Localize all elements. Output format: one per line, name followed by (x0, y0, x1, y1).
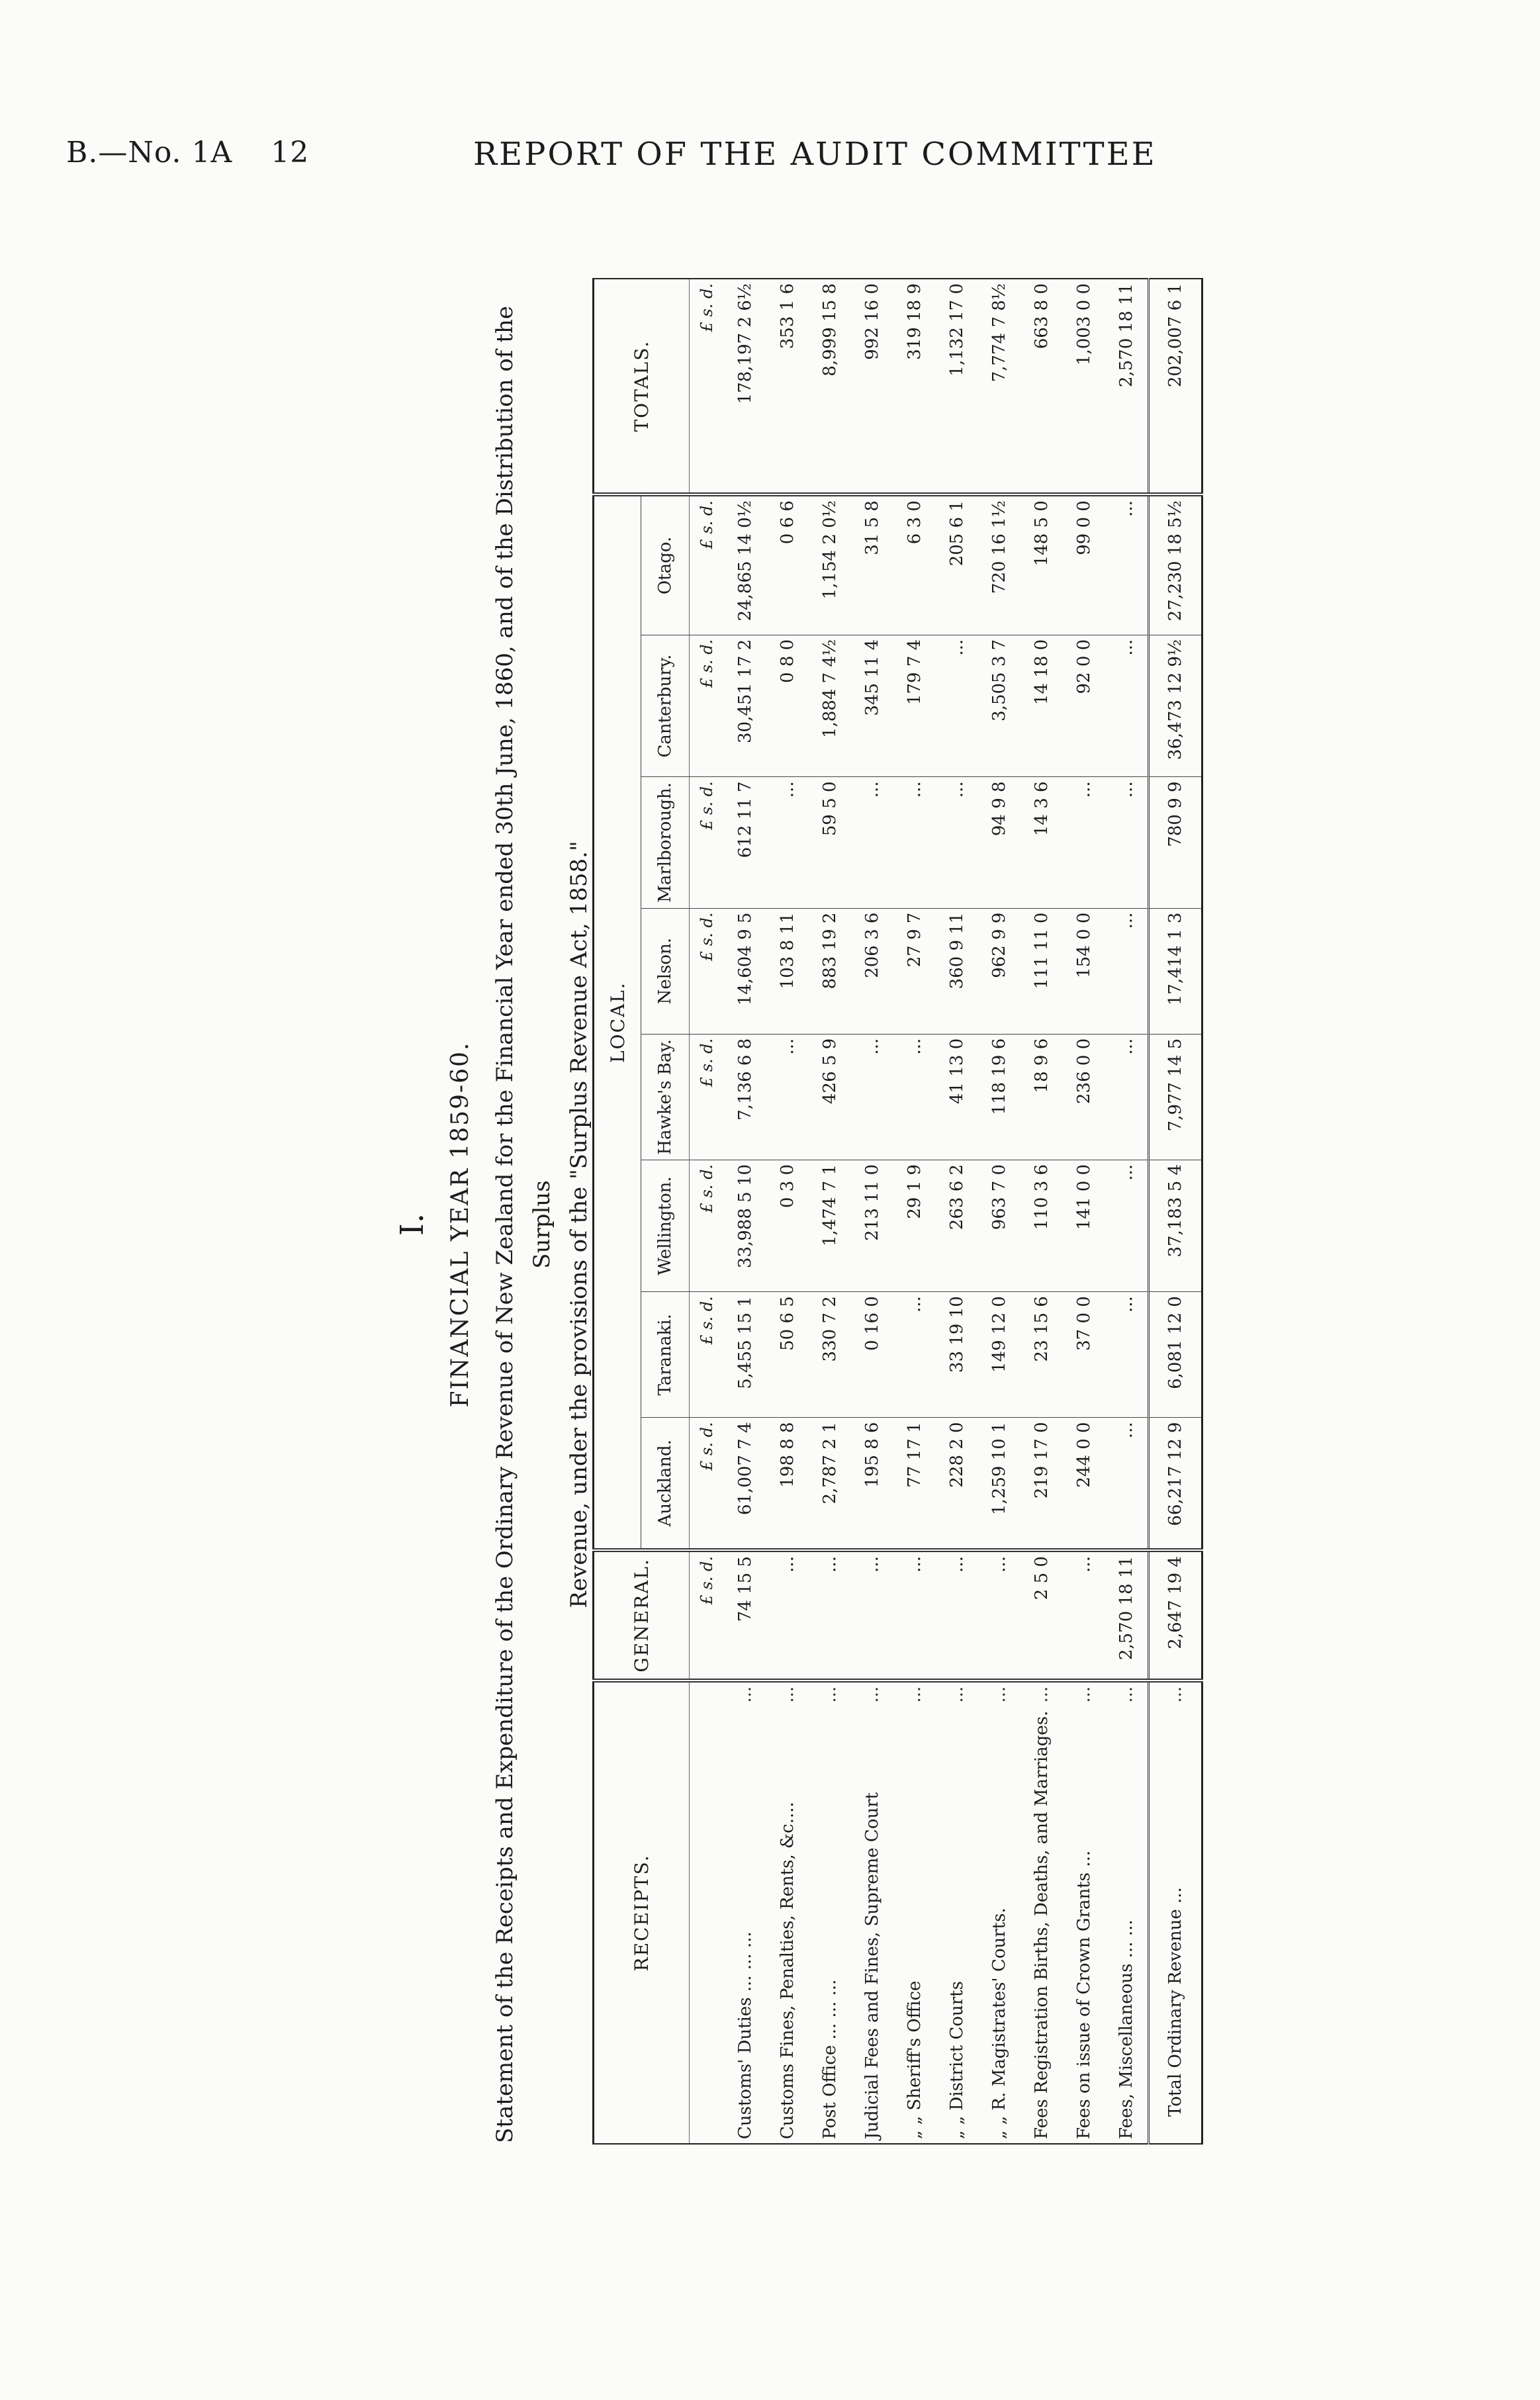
cell-canterbury: ... (1105, 635, 1149, 777)
province-header: Hawke's Bay. (641, 1034, 690, 1160)
cell-hawkes-bay: ... (766, 1034, 809, 1160)
document-reference: B.—No. 1A (66, 136, 233, 169)
cell-nelson: 103 8 11 (766, 908, 809, 1034)
cell-otago: 31 5 8 (851, 494, 893, 635)
cell-hawkes-bay: 118 19 6 (978, 1034, 1020, 1160)
unit-label: £ s. d. (690, 1418, 725, 1550)
cell-totals: 2,570 18 11 (1105, 279, 1149, 494)
unit-label: £ s. d. (690, 1550, 725, 1681)
cell-canterbury: 92 0 0 (1063, 635, 1105, 777)
cell-hawkes-bay: 41 13 0 (936, 1034, 978, 1160)
cell-wellington: 0 3 0 (766, 1160, 809, 1291)
cell-marlborough: 612 11 7 (724, 777, 766, 908)
cell-auckland: 195 8 6 (851, 1418, 893, 1550)
table-row (1063, 279, 1105, 2144)
cell-hawkes-bay: 18 9 6 (1020, 1034, 1063, 1160)
cell-hawkes-bay: 7,136 6 8 (724, 1034, 766, 1160)
cell-marlborough: ... (851, 777, 893, 908)
province-header: Wellington. (641, 1160, 690, 1291)
cell-otago: 148 5 0 (1020, 494, 1063, 635)
cell-canterbury: 3,505 3 7 (978, 635, 1020, 777)
cell-general: ... (809, 1550, 851, 1681)
cell-taranaki: 6,081 12 0 (1149, 1292, 1202, 1418)
cell-canterbury: 14 18 0 (1020, 635, 1063, 777)
cell-taranaki: 33 19 10 (936, 1292, 978, 1418)
row-leader: ... (1149, 1681, 1202, 1707)
cell-auckland: 61,007 7 4 (724, 1418, 766, 1550)
cell-canterbury: 0 8 0 (766, 635, 809, 777)
row-label: „ „ Sheriff's Office (905, 1980, 925, 2139)
row-leader: ... (989, 1686, 1009, 1703)
page-number: 12 (271, 136, 310, 169)
table-row (724, 279, 766, 2144)
table-row (1020, 279, 1063, 2144)
cell-nelson: 360 9 11 (936, 908, 978, 1034)
cell-taranaki: 5,455 15 1 (724, 1292, 766, 1418)
unit-label: £ s. d. (690, 279, 725, 494)
cell-otago: ... (1105, 494, 1149, 635)
cell-taranaki: 50 6 5 (766, 1292, 809, 1418)
cell-general: ... (766, 1550, 809, 1681)
province-header: Marlborough. (641, 777, 690, 908)
cell-taranaki: 149 12 0 (978, 1292, 1020, 1418)
cell-otago: 1,154 2 0½ (809, 494, 851, 635)
cell-marlborough: 780 9 9 (1149, 777, 1202, 908)
cell-canterbury: 30,451 17 2 (724, 635, 766, 777)
cell-otago: 0 6 6 (766, 494, 809, 635)
cell-taranaki: 330 7 2 (809, 1292, 851, 1418)
row-leader: ... (735, 1686, 755, 1703)
cell-otago: 24,865 14 0½ (724, 494, 766, 635)
unit-label: £ s. d. (690, 777, 725, 908)
header-reference (66, 136, 309, 169)
cell-taranaki: ... (893, 1292, 936, 1418)
table-row (766, 279, 809, 2144)
cell-general: 2,570 18 11 (1105, 1550, 1149, 1681)
cell-auckland: ... (1105, 1418, 1149, 1550)
row-label: „ „ District Courts (947, 1981, 967, 2139)
cell-marlborough: ... (1105, 777, 1149, 908)
cell-auckland: 1,259 10 1 (978, 1418, 1020, 1550)
row-label: Fees Registration Births, Deaths, and Marriages. (1032, 1710, 1052, 2139)
cell-otago: 205 6 1 (936, 494, 978, 635)
cell-auckland: 2,787 2 1 (809, 1418, 851, 1550)
cell-general: ... (893, 1550, 936, 1681)
cell-nelson: 17,414 1 3 (1149, 908, 1202, 1034)
section-title: FINANCIAL YEAR 1859-60. (447, 1041, 474, 1408)
unit-label: £ s. d. (690, 1160, 725, 1291)
cell-marlborough: ... (1063, 777, 1105, 908)
cell-marlborough: ... (766, 777, 809, 908)
cell-totals: 202,007 6 1 (1149, 279, 1202, 494)
receipts-body (724, 279, 1149, 2144)
total-row (1149, 279, 1202, 2144)
cell-taranaki: 23 15 6 (1020, 1292, 1063, 1418)
cell-hawkes-bay: 7,977 14 5 (1149, 1034, 1202, 1160)
row-label: Fees on issue of Crown Grants ... (1074, 1850, 1094, 2139)
cell-totals: 663 8 0 (1020, 279, 1063, 494)
cell-otago: 99 0 0 (1063, 494, 1105, 635)
cell-wellington: 141 0 0 (1063, 1160, 1105, 1291)
table-row (893, 279, 936, 2144)
rotated-statement (381, 265, 1254, 2184)
row-leader: ... (820, 1686, 840, 1703)
cell-nelson: ... (1105, 908, 1149, 1034)
cell-marlborough: ... (936, 777, 978, 908)
cell-general: 2 5 0 (1020, 1550, 1063, 1681)
row-label: Customs Fines, Penalties, Rents, &c.... (778, 1802, 797, 2139)
cell-wellington: 33,988 5 10 (724, 1160, 766, 1291)
cell-wellington: 263 6 2 (936, 1160, 978, 1291)
cell-totals: 8,999 15 8 (809, 279, 851, 494)
cell-nelson: 14,604 9 5 (724, 908, 766, 1034)
cell-totals: 7,774 7 8½ (978, 279, 1020, 494)
cell-totals: 353 1 6 (766, 279, 809, 494)
row-label: „ „ R. Magistrates' Courts. (989, 1908, 1009, 2139)
row-label: Judicial Fees and Fines, Supreme Court (862, 1792, 882, 2139)
running-title: REPORT OF THE AUDIT COMMITTEE (473, 136, 1157, 173)
unit-label: £ s. d. (690, 494, 725, 635)
cell-auckland: 244 0 0 (1063, 1418, 1105, 1550)
row-label: Post Office ... ... ... (820, 1979, 840, 2139)
cell-general: 74 15 5 (724, 1550, 766, 1681)
cell-general: ... (978, 1550, 1020, 1681)
cell-marlborough: 59 5 0 (809, 777, 851, 908)
cell-hawkes-bay: ... (893, 1034, 936, 1160)
row-leader: ... (1074, 1686, 1094, 1703)
unit-label: £ s. d. (690, 908, 725, 1034)
row-leader: ... (1032, 1686, 1052, 1703)
cell-nelson: 962 9 9 (978, 908, 1020, 1034)
cell-canterbury: 345 11 4 (851, 635, 893, 777)
table-row (978, 279, 1020, 2144)
cell-auckland: 77 17 1 (893, 1418, 936, 1550)
row-label: Total Ordinary Revenue ... (1149, 1707, 1202, 2144)
cell-auckland: 219 17 0 (1020, 1418, 1063, 1550)
unit-label: £ s. d. (690, 1292, 725, 1418)
cell-auckland: 198 8 8 (766, 1418, 809, 1550)
cell-wellington: 29 1 9 (893, 1160, 936, 1291)
cell-canterbury: 1,884 7 4½ (809, 635, 851, 777)
cell-marlborough: ... (893, 777, 936, 908)
cell-general: ... (851, 1550, 893, 1681)
local-header: LOCAL. (594, 494, 641, 1550)
cell-otago: 6 3 0 (893, 494, 936, 635)
cell-wellington: ... (1105, 1160, 1149, 1291)
cell-auckland: 66,217 12 9 (1149, 1418, 1202, 1550)
cell-otago: 27,230 18 5½ (1149, 494, 1202, 635)
cell-totals: 1,132 17 0 (936, 279, 978, 494)
totals-header: TOTALS. (594, 279, 690, 494)
table-row (936, 279, 978, 2144)
row-leader: ... (862, 1686, 882, 1703)
cell-marlborough: 14 3 6 (1020, 777, 1063, 908)
cell-nelson: 206 3 6 (851, 908, 893, 1034)
section-number: I. (394, 1213, 431, 1236)
receipts-header: RECEIPTS. (631, 1854, 653, 1972)
cell-totals: 178,197 2 6½ (724, 279, 766, 494)
cell-auckland: 228 2 0 (936, 1418, 978, 1550)
row-leader: ... (905, 1686, 925, 1703)
row-leader: ... (778, 1686, 797, 1703)
cell-nelson: 154 0 0 (1063, 908, 1105, 1034)
unit-label: £ s. d. (690, 1034, 725, 1160)
cell-nelson: 883 19 2 (809, 908, 851, 1034)
table-row (1105, 279, 1149, 2144)
cell-hawkes-bay: ... (851, 1034, 893, 1160)
cell-wellington: 110 3 6 (1020, 1160, 1063, 1291)
cell-wellington: 213 11 0 (851, 1160, 893, 1291)
cell-nelson: 27 9 7 (893, 908, 936, 1034)
cell-otago: 720 16 1½ (978, 494, 1020, 635)
cell-general: 2,647 19 4 (1149, 1550, 1202, 1681)
cell-general: ... (1063, 1550, 1105, 1681)
cell-hawkes-bay: 236 0 0 (1063, 1034, 1105, 1160)
province-header: Auckland. (641, 1418, 690, 1550)
province-header: Taranaki. (641, 1292, 690, 1418)
cell-hawkes-bay: 426 5 9 (809, 1034, 851, 1160)
page-header (66, 136, 1456, 182)
unit-label: £ s. d. (690, 635, 725, 777)
units-row (690, 279, 725, 2144)
cell-totals: 319 18 9 (893, 279, 936, 494)
province-header: Nelson. (641, 908, 690, 1034)
row-label: Customs' Duties ... ... ... (735, 1931, 755, 2139)
cell-canterbury: 179 7 4 (893, 635, 936, 777)
statement-line-2: Revenue, under the provisions of the "Surplus Revenue Act, 1858." (566, 841, 592, 1608)
table-row (851, 279, 893, 2144)
cell-general: ... (936, 1550, 978, 1681)
cell-wellington: 1,474 7 1 (809, 1160, 851, 1291)
statement-caption (486, 265, 598, 2184)
cell-marlborough: 94 9 8 (978, 777, 1020, 908)
province-header: Otago. (641, 494, 690, 635)
statement-line-1: Statement of the Receipts and Expenditure of the Ordinary Revenue of New Zealand for the Financial Year ended 30th June, 1860, and of the Distribution of the Surplus (492, 306, 555, 2143)
cell-nelson: 111 11 0 (1020, 908, 1063, 1034)
cell-wellington: 37,183 5 4 (1149, 1160, 1202, 1291)
general-header: GENERAL. (594, 1550, 690, 1681)
row-leader: ... (1116, 1686, 1136, 1703)
cell-canterbury: 36,473 12 9½ (1149, 635, 1202, 777)
cell-totals: 1,003 0 0 (1063, 279, 1105, 494)
cell-hawkes-bay: ... (1105, 1034, 1149, 1160)
cell-canterbury: ... (936, 635, 978, 777)
cell-wellington: 963 7 0 (978, 1160, 1020, 1291)
cell-taranaki: 0 16 0 (851, 1292, 893, 1418)
cell-taranaki: 37 0 0 (1063, 1292, 1105, 1418)
table-row (809, 279, 851, 2144)
cell-taranaki: ... (1105, 1292, 1149, 1418)
cell-totals: 992 16 0 (851, 279, 893, 494)
row-label: Fees, Miscellaneous ... ... (1116, 1919, 1136, 2139)
row-leader: ... (947, 1686, 967, 1703)
province-header: Canterbury. (641, 635, 690, 777)
receipts-table (592, 278, 1203, 2145)
